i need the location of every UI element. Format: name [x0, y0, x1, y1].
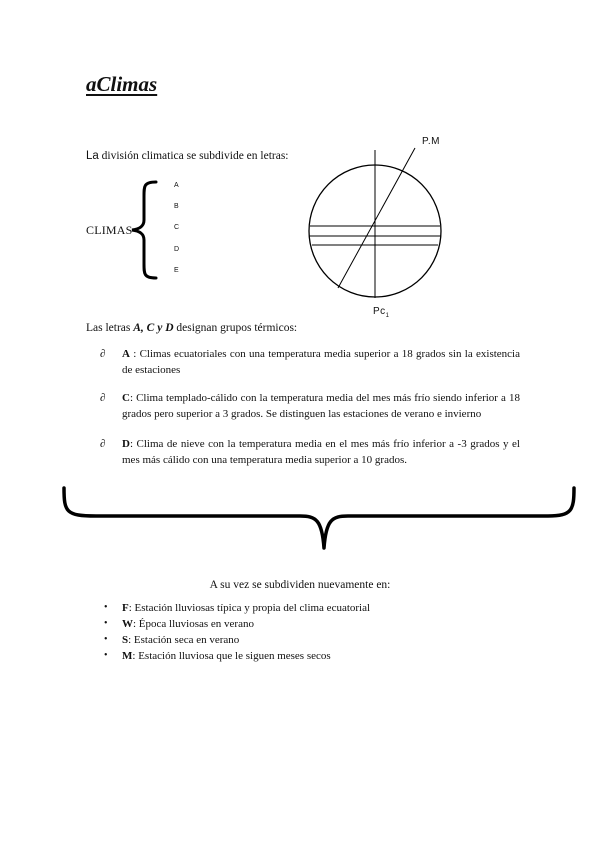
- subdivision-letter: W: [122, 618, 133, 630]
- subdivide-heading: A su vez se subdividen nuevamente en:: [209, 579, 391, 591]
- intro-first-word: La: [86, 150, 99, 162]
- page-title: aClimas: [86, 72, 158, 96]
- subdivision-letter: S: [122, 634, 129, 646]
- climas-brace: [132, 182, 156, 278]
- group-text: : Clima templado-cálido con la temperatura media del mes más frío siendo inferior a 18 grados pero superior a 3 grados. Se distinguen las estaciones de verano e invierno: [122, 392, 520, 420]
- subdivision-letter: M: [122, 650, 133, 662]
- bullet-icon: •: [104, 634, 108, 645]
- groups-intro-suffix: designan grupos térmicos:: [173, 322, 298, 334]
- subdivision-text: : Época lluviosas en verano: [133, 618, 254, 630]
- intro-rest: división climatica se subdivide en letras:: [98, 150, 289, 162]
- group-bullet-icon: ∂: [100, 438, 106, 450]
- bullet-icon: •: [104, 650, 108, 661]
- climas-letter-d: D: [174, 246, 180, 253]
- bullet-icon: •: [104, 602, 108, 613]
- groups-intro: [86, 322, 297, 334]
- group-letter: D: [122, 438, 130, 450]
- group-bullet-icon: ∂: [100, 348, 106, 360]
- group-bullet-icon: ∂: [100, 392, 106, 404]
- climas-letter-b: B: [174, 203, 179, 210]
- climas-label: CLIMAS: [86, 223, 133, 237]
- subdivision-text: : Estación seca en verano: [128, 634, 240, 646]
- groups-intro-letters: A, C y D: [133, 322, 174, 334]
- groups-intro-prefix: Las letras: [86, 322, 134, 334]
- group-letter: A: [122, 348, 130, 360]
- climas-letter-c: C: [174, 224, 180, 231]
- climas-letter-e: E: [174, 267, 179, 274]
- group-letter: C: [122, 392, 130, 404]
- subdivision-text: : Estación lluviosa que le siguen meses secos: [132, 650, 331, 662]
- group-text: : Climas ecuatoriales con una temperatura media superior a 18 grados sin la existencia de estaciones: [122, 348, 520, 376]
- climas-letter-a: A: [174, 182, 179, 189]
- large-brace: [64, 488, 574, 548]
- diagram-diagonal-line: [338, 148, 415, 288]
- diagram-bottom-label-sub: 1: [385, 313, 390, 319]
- diagram-bottom-label-text: Pc: [373, 306, 386, 317]
- group-text: : Clima de nieve con la temperatura media en el mes más frío inferior a -3 grados y el mes más cálido con una temperatura media superior a 10 grados.: [122, 438, 520, 466]
- subdivision-letter: F: [122, 602, 129, 614]
- bullet-icon: •: [104, 618, 108, 629]
- diagram-top-label: P.M: [422, 136, 440, 147]
- subdivision-text: : Estación lluviosas típica y propia del clima ecuatorial: [128, 602, 371, 614]
